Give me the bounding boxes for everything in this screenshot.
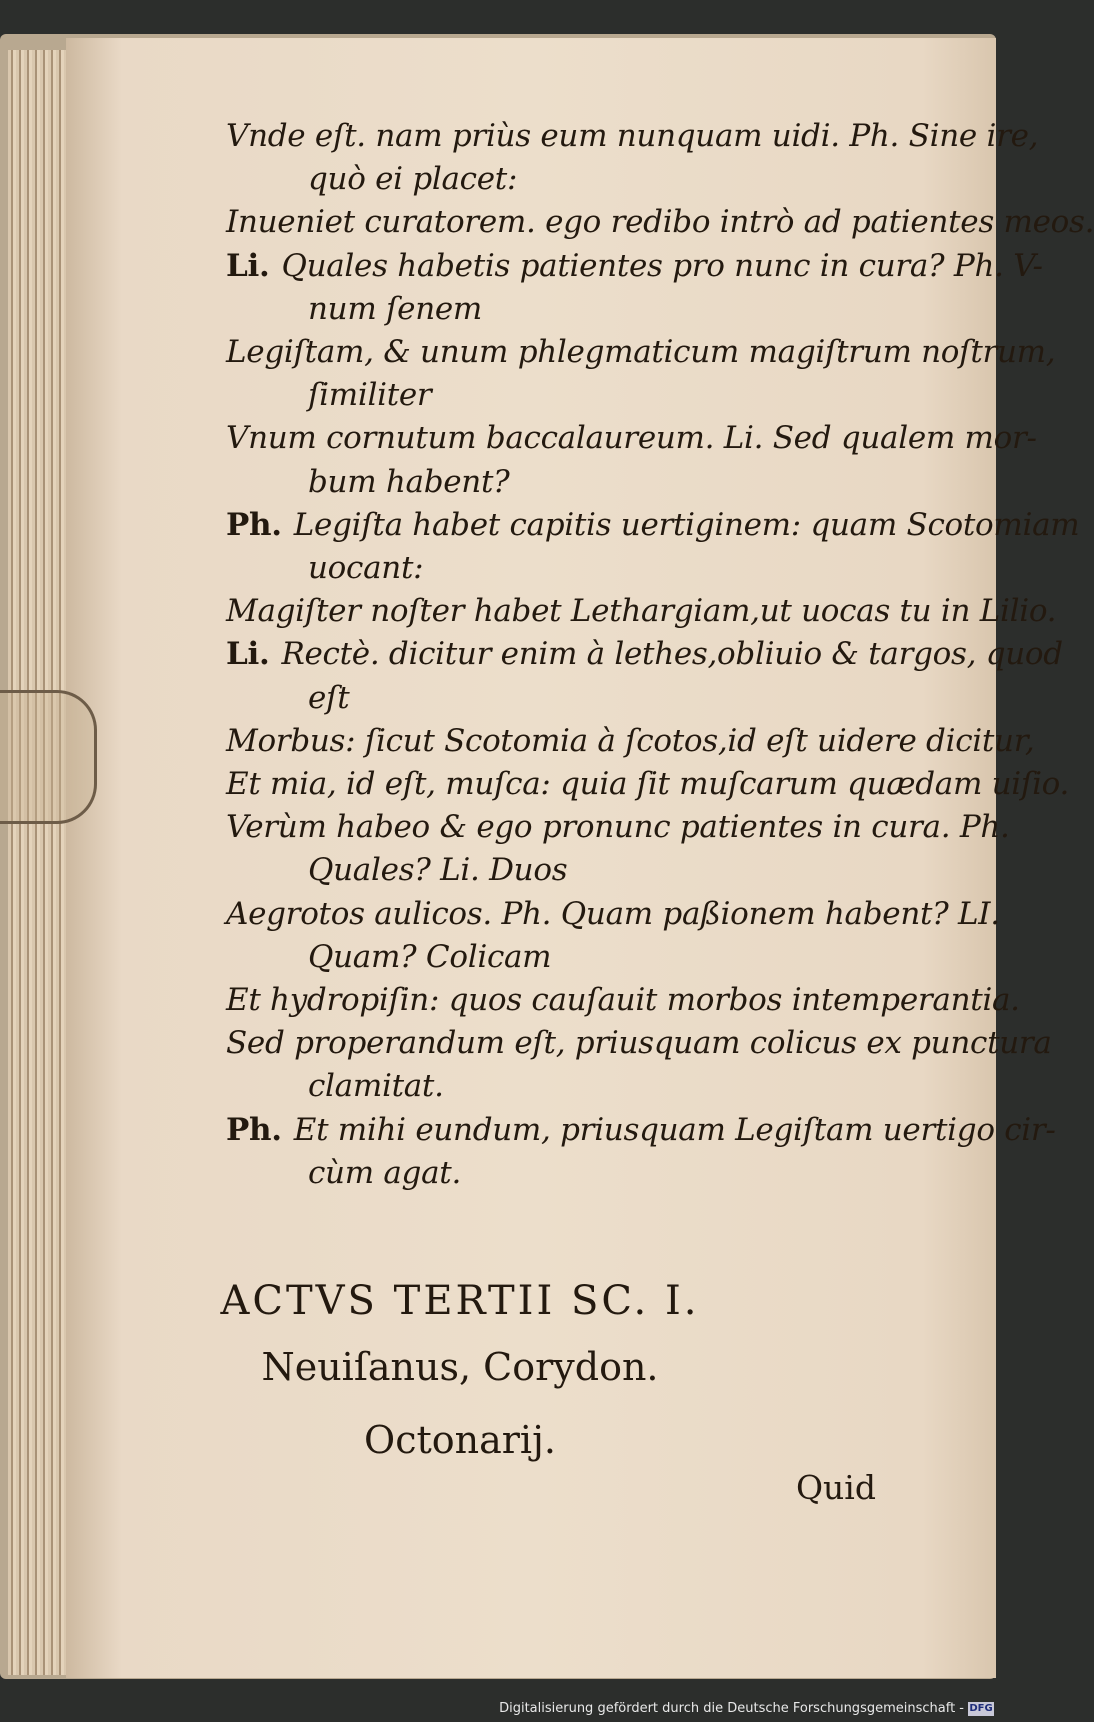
text-line (308, 291, 482, 327)
line-text: ſimiliter (308, 377, 432, 414)
text-line (226, 723, 1034, 759)
text-line (308, 852, 567, 888)
text-line (226, 982, 1020, 1018)
text-line (226, 118, 1038, 154)
book-clasp (0, 690, 97, 824)
catchword: Quid (796, 1468, 876, 1507)
line-text: Inueniet curatorem. ego redibo intrò ad patientes meos. (226, 204, 1094, 241)
text-line (226, 507, 1079, 543)
line-text: Aegrotos aulicos. Ph. Quam paßionem habent? LI. (226, 895, 1000, 932)
line-text: Magiſter noſter habet Lethargiam,ut uocas tu in Lilio. (226, 593, 1057, 630)
line-text: num ſenem (308, 290, 483, 327)
line-text: Legiſta habet capitis uertiginem: quam Scotomiam (293, 506, 1080, 543)
text-line (226, 1025, 1052, 1061)
line-text: Vnde eſt. nam priùs eum nunquam uidi. Ph. Sine ire, (226, 118, 1039, 154)
text-line (226, 420, 1037, 456)
speaker-label: Ph. (226, 1111, 282, 1148)
line-text: Et mihi eundum, priusquam Legiſtam uertigo cir- (293, 1111, 1056, 1148)
text-line (226, 809, 1010, 845)
line-text: Verùm habeo & ego pronunc patientes in cura. Ph. (226, 809, 1010, 846)
dfg-logo: DFG (969, 1703, 993, 1714)
line-text: Et mia, id eſt, muſca: quia ſit muſcarum quædam uiſio. (226, 766, 1070, 802)
text-line (308, 939, 551, 975)
line-text: uocant: (308, 550, 424, 586)
text-line (308, 464, 509, 500)
text-line (308, 161, 517, 197)
text-line (308, 1155, 461, 1191)
line-text: cùm agat. (308, 1154, 461, 1191)
text-line (226, 1112, 1056, 1148)
text-line (308, 550, 423, 586)
footer-credit: Digitalisierung gefördert durch die Deutsche Forschungsgemeinschaft - (499, 1701, 964, 1716)
line-text: Quam? Colicam (308, 938, 552, 975)
speaker-label: Li. (226, 247, 270, 284)
speaker-label: Li. (226, 636, 270, 673)
text-line (226, 334, 1055, 370)
line-text: Legiſtam, & unum phlegmaticum magiſtrum noſtrum, (226, 334, 1056, 370)
line-text: Vnum cornutum baccalaureum. Li. Sed qualem mor- (226, 420, 1037, 457)
text-line (226, 248, 1043, 284)
line-text: Quales? Li. Duos (308, 852, 568, 889)
line-text: Morbus: ſicut Scotomia à ſcotos,id eſt uidere dicitur, (226, 722, 1035, 759)
text-line (226, 896, 1000, 932)
line-text: Rectè. dicitur enim à lethes,obliuio & targos, quod (281, 636, 1063, 673)
text-line (226, 636, 1063, 672)
meter-label: Octonarij. (364, 1418, 556, 1462)
text-line (226, 204, 1094, 240)
line-text: Sed properandum eſt, priusquam colicus ex punctura (226, 1025, 1052, 1062)
character-list: Neuiſanus, Corydon. (261, 1345, 659, 1389)
speaker-label: Ph. (226, 506, 282, 543)
line-text: bum habent? (308, 463, 510, 500)
act-title: ACTVS TERTII SC. I. (220, 1278, 700, 1324)
line-text: Quales habetis patientes pro nunc in cura? Ph. V- (281, 247, 1043, 284)
line-text: Et hydropiſin: quos cauſauit morbos intemperantia. (226, 982, 1020, 1018)
text-line (226, 766, 1069, 802)
text-line (308, 680, 349, 716)
text-line (308, 1068, 444, 1104)
text-line (308, 377, 431, 413)
line-text: eſt (308, 679, 350, 716)
line-text: clamitat. (308, 1068, 444, 1105)
text-line (226, 593, 1056, 629)
line-text: quò ei placet: (308, 161, 518, 198)
